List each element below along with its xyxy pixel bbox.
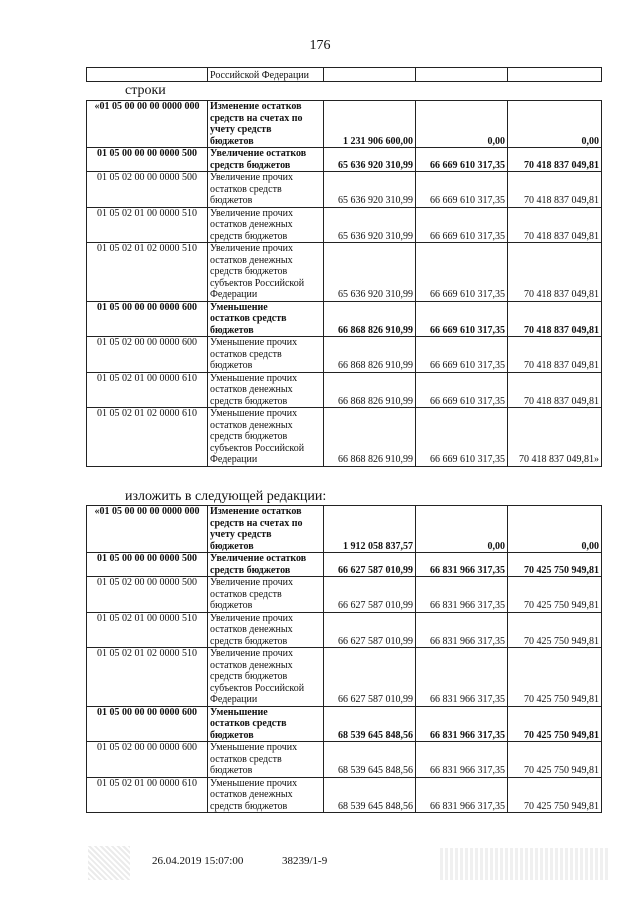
table-row [87, 243, 602, 302]
name-line: средств бюджетов [210, 431, 288, 442]
name-line: средств бюджетов [210, 635, 288, 647]
name-line: остатков средств [210, 753, 282, 765]
name-line: бюджетов [210, 324, 254, 336]
value-cell: 66 831 966 317,35 [416, 577, 508, 613]
value-cell: 0,00 [416, 101, 508, 148]
name-line: бюджетов [210, 765, 253, 776]
name-line: остатков денежных [210, 624, 293, 635]
value-cell: 65 636 920 310,99 [324, 172, 416, 208]
table-old-version [86, 100, 602, 467]
name-line: Уменьшение прочих [210, 742, 298, 753]
name-line: Уменьшение прочих [210, 372, 298, 384]
value-cell: 70 418 837 049,81 [508, 243, 602, 302]
value-cell: 66 669 610 317,35 [416, 408, 508, 467]
value-cell: 66 868 826 910,99 [324, 408, 416, 467]
name-line: Увеличение прочих [210, 207, 293, 219]
table-row [87, 742, 602, 778]
value-cell [416, 68, 508, 82]
name-cell [208, 337, 324, 373]
value-cell: 66 831 966 317,35 [416, 777, 508, 813]
name-line: средств бюджетов [210, 800, 288, 812]
name-line: остатков средств [210, 183, 282, 195]
value-cell: 68 539 645 848,56 [324, 777, 416, 813]
code-cell: 01 05 02 01 02 0000 510 [87, 243, 208, 302]
section-label-old: строки [125, 83, 166, 98]
value-cell: 66 669 610 317,35 [416, 148, 508, 172]
code-cell: 01 05 02 01 02 0000 510 [87, 648, 208, 707]
table-row [87, 777, 602, 813]
name-line: Изменение остатков [210, 101, 302, 112]
name-line: остатков средств [210, 313, 287, 324]
name-line: учету средств [210, 529, 272, 540]
table-row [87, 148, 602, 172]
name-line: Федерации [210, 289, 258, 300]
value-cell: 70 425 750 949,81 [508, 612, 602, 648]
value-cell: 70 418 837 049,81 [508, 372, 602, 408]
name-line: бюджетов [210, 135, 254, 147]
name-cell [208, 372, 324, 408]
name-line: остатков денежных [210, 254, 293, 266]
name-line: Увеличение прочих [210, 172, 293, 183]
name-line: субъектов Российской [210, 277, 305, 289]
value-cell: 0,00 [508, 101, 602, 148]
code-cell: 01 05 02 00 00 0000 500 [87, 577, 208, 613]
value-cell: 70 425 750 949,81 [508, 577, 602, 613]
value-cell: 70 418 837 049,81 [508, 337, 602, 373]
name-line: Увеличение прочих [210, 243, 293, 254]
name-line: средств бюджетов [210, 230, 288, 242]
value-cell: 1 231 906 600,00 [324, 101, 416, 148]
name-cell [208, 553, 324, 577]
name-line: Уменьшение [210, 301, 268, 313]
table-row [87, 207, 602, 243]
value-cell: 66 669 610 317,35 [416, 301, 508, 337]
value-cell: 0,00 [416, 506, 508, 553]
name-line: остатков денежных [210, 219, 293, 230]
value-cell: 70 418 837 049,81» [508, 408, 602, 467]
code-cell: 01 05 02 01 00 0000 610 [87, 777, 208, 813]
name-line: Увеличение прочих [210, 577, 293, 588]
name-line: остатков средств [210, 588, 282, 600]
name-line: бюджетов [210, 360, 253, 371]
value-cell: 65 636 920 310,99 [324, 207, 416, 243]
table-row [87, 68, 602, 82]
footer-date: 26.04.2019 15:07:00 [152, 855, 244, 867]
value-cell: 66 669 610 317,35 [416, 372, 508, 408]
value-cell: 70 418 837 049,81 [508, 207, 602, 243]
name-line: учету средств [210, 124, 272, 135]
name-line: бюджетов [210, 195, 253, 206]
table-row [87, 301, 602, 337]
name-cell [208, 577, 324, 613]
name-cell [208, 148, 324, 172]
value-cell: 66 627 587 010,99 [324, 648, 416, 707]
value-cell: 66 831 966 317,35 [416, 553, 508, 577]
name-line: бюджетов [210, 600, 253, 611]
name-line: бюджетов [210, 729, 254, 741]
value-cell: 66 627 587 010,99 [324, 553, 416, 577]
value-cell: 66 669 610 317,35 [416, 207, 508, 243]
name-cell [208, 506, 324, 553]
code-cell: 01 05 02 01 00 0000 510 [87, 207, 208, 243]
table-row [87, 706, 602, 742]
name-cell [208, 742, 324, 778]
value-cell: 0,00 [508, 506, 602, 553]
table-row [87, 372, 602, 408]
table-row [87, 172, 602, 208]
table-row [87, 553, 602, 577]
name-line: остатков денежных [210, 384, 293, 395]
value-cell: 66 831 966 317,35 [416, 612, 508, 648]
code-cell: 01 05 00 00 00 0000 600 [87, 706, 208, 742]
name-line: Уменьшение [210, 706, 268, 718]
code-cell: 01 05 02 00 00 0000 600 [87, 742, 208, 778]
value-cell: 70 425 750 949,81 [508, 553, 602, 577]
name-line: остатков денежных [210, 419, 293, 431]
value-cell: 66 831 966 317,35 [416, 706, 508, 742]
name-line: Увеличение остатков [210, 148, 307, 159]
name-cell [208, 706, 324, 742]
value-cell: 1 912 058 837,57 [324, 506, 416, 553]
name-line: Федерации [210, 694, 258, 705]
value-cell: 65 636 920 310,99 [324, 148, 416, 172]
value-cell [508, 68, 602, 82]
name-line: средств бюджетов [210, 395, 288, 407]
value-cell: 66 627 587 010,99 [324, 612, 416, 648]
footer-doc-code: 38239/1-9 [282, 855, 328, 867]
name-line: средств бюджетов [210, 564, 291, 576]
value-cell: 70 425 750 949,81 [508, 648, 602, 707]
name-line: Изменение остатков [210, 506, 302, 517]
table-row [87, 577, 602, 613]
value-cell: 68 539 645 848,56 [324, 742, 416, 778]
name-line: Увеличение прочих [210, 648, 293, 659]
name-cell [208, 101, 324, 148]
name-line: средств бюджетов [210, 159, 291, 171]
name-line: средств бюджетов [210, 266, 288, 277]
code-cell: 01 05 02 00 00 0000 600 [87, 337, 208, 373]
stamp-mark [88, 846, 130, 880]
value-cell: 70 425 750 949,81 [508, 706, 602, 742]
value-cell: 70 418 837 049,81 [508, 301, 602, 337]
code-cell: 01 05 00 00 00 0000 500 [87, 148, 208, 172]
section-label-new: изложить в следующей редакции: [125, 489, 327, 504]
name-line: Увеличение остатков [210, 553, 307, 564]
name-line: остатков денежных [210, 789, 293, 800]
value-cell: 66 627 587 010,99 [324, 577, 416, 613]
code-cell: 01 05 02 00 00 0000 500 [87, 172, 208, 208]
name-line: средств на счетах по [210, 112, 303, 124]
value-cell: 65 636 920 310,99 [324, 243, 416, 302]
name-cell [208, 648, 324, 707]
code-cell: 01 05 02 01 02 0000 610 [87, 408, 208, 467]
table-row [87, 506, 602, 553]
value-cell: 66 669 610 317,35 [416, 172, 508, 208]
code-cell: 01 05 02 01 00 0000 610 [87, 372, 208, 408]
value-cell: 66 831 966 317,35 [416, 648, 508, 707]
code-cell [87, 68, 208, 82]
code-cell: 01 05 00 00 00 0000 600 [87, 301, 208, 337]
table-row [87, 648, 602, 707]
name-line: остатков денежных [210, 659, 293, 671]
name-cell [208, 301, 324, 337]
name-line: Уменьшение прочих [210, 777, 298, 789]
name-line: остатков средств [210, 348, 282, 360]
name-cell [208, 172, 324, 208]
table-row [87, 408, 602, 467]
code-cell: «01 05 00 00 00 0000 000 [87, 506, 208, 553]
value-cell: 70 425 750 949,81 [508, 742, 602, 778]
name-line: субъектов Российской [210, 442, 305, 454]
table-new-version [86, 505, 602, 813]
name-line: субъектов Российской [210, 682, 305, 694]
name-cell [208, 408, 324, 467]
name-line: Увеличение прочих [210, 612, 293, 624]
name-line: средств бюджетов [210, 671, 288, 682]
value-cell: 70 418 837 049,81 [508, 172, 602, 208]
name-line: Уменьшение прочих [210, 408, 298, 419]
name-cell [208, 207, 324, 243]
value-cell: 70 418 837 049,81 [508, 148, 602, 172]
page-number: 176 [309, 38, 331, 53]
name-line: Федерации [210, 454, 258, 465]
name-line: средств на счетах по [210, 517, 303, 529]
name-cell [208, 612, 324, 648]
name-line: Уменьшение прочих [210, 337, 298, 348]
value-cell: 66 868 826 910,99 [324, 337, 416, 373]
table-fragment-top [86, 67, 602, 82]
value-cell [324, 68, 416, 82]
value-cell: 68 539 645 848,56 [324, 706, 416, 742]
table-row [87, 101, 602, 148]
code-cell: 01 05 00 00 00 0000 500 [87, 553, 208, 577]
value-cell: 66 868 826 910,99 [324, 301, 416, 337]
name-cell [208, 243, 324, 302]
value-cell: 66 831 966 317,35 [416, 742, 508, 778]
code-cell: 01 05 02 01 00 0000 510 [87, 612, 208, 648]
name-line: бюджетов [210, 540, 254, 552]
value-cell: 66 669 610 317,35 [416, 243, 508, 302]
code-cell: «01 05 00 00 00 0000 000 [87, 101, 208, 148]
name-line: остатков средств [210, 718, 287, 729]
value-cell: 66 868 826 910,99 [324, 372, 416, 408]
name-cell: Российской Федерации [208, 68, 324, 82]
table-row [87, 337, 602, 373]
value-cell: 66 669 610 317,35 [416, 337, 508, 373]
table-row [87, 612, 602, 648]
name-cell [208, 777, 324, 813]
value-cell: 70 425 750 949,81 [508, 777, 602, 813]
faded-stamp [440, 848, 610, 880]
